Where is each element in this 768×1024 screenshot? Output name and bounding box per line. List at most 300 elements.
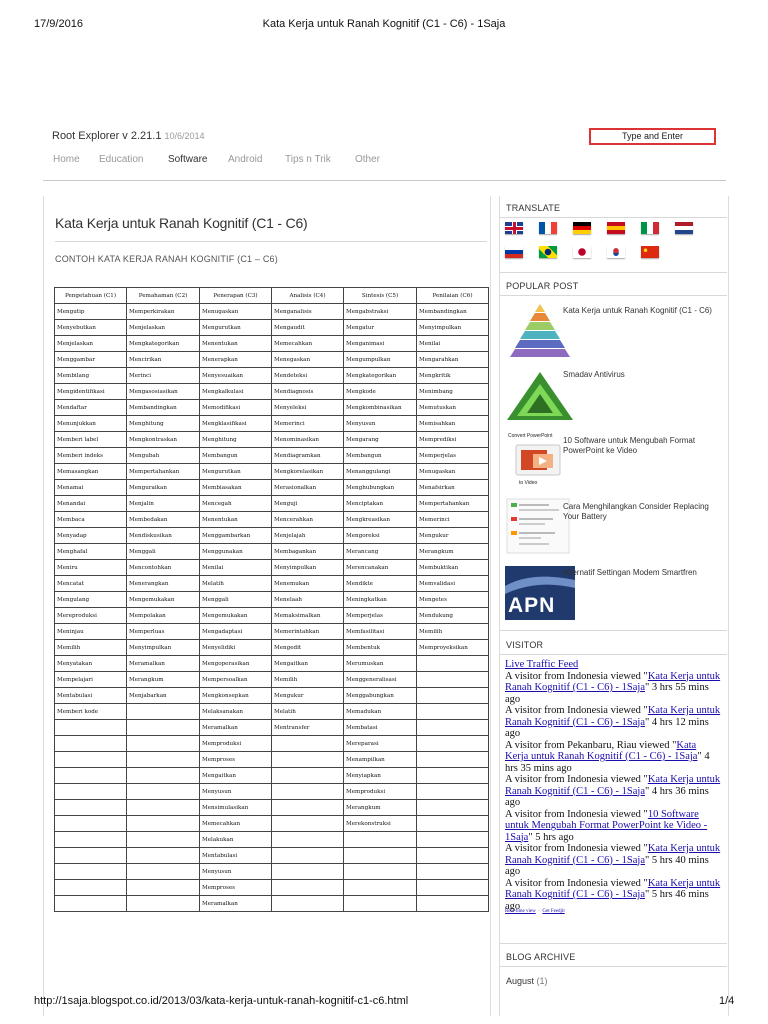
table-cell-c3: Mengkonsepkan: [200, 688, 272, 704]
table-row: [55, 432, 489, 448]
feed-separator: ·: [536, 909, 542, 914]
table-row: [55, 896, 489, 912]
france-flag[interactable]: [539, 222, 557, 234]
table-row: [55, 752, 489, 768]
table-cell-c3: Menentukan: [200, 512, 272, 528]
visitor-text: A visitor from Indonesia viewed ": [505, 670, 648, 682]
netherlands-flag[interactable]: [675, 222, 693, 234]
table-cell-c4: Menguji: [272, 496, 344, 512]
russia-flag[interactable]: [505, 246, 523, 258]
table-cell-c1: [55, 752, 127, 768]
table-cell-c3: Membangun: [200, 448, 272, 464]
table-cell-c3: Menilai: [200, 560, 272, 576]
table-cell-c1: [55, 816, 127, 832]
table-cell-c2: [127, 784, 200, 800]
visitor-entry: [505, 671, 721, 706]
visitor-time: " 4 hrs 12 mins ago: [505, 716, 709, 739]
print-page: 1/4: [719, 995, 735, 1007]
table-cell-c2: [127, 832, 200, 848]
table-cell-c3: Menggunakan: [200, 544, 272, 560]
table-row: [55, 576, 489, 592]
table-row: [55, 592, 489, 608]
archive-month[interactable]: August: [506, 976, 535, 986]
table-cell-c4: Memaksimalkan: [272, 608, 344, 624]
table-cell-c1: Menandai: [55, 496, 127, 512]
table-cell-c3: Meramalkan: [200, 720, 272, 736]
table-cell-c1: Menyebutkan: [55, 320, 127, 336]
table-cell-c1: Memilih: [55, 640, 127, 656]
table-cell-c1: Mereproduksi: [55, 608, 127, 624]
table-cell-c2: Mengkontraskan: [127, 432, 200, 448]
visitor-entry: [505, 843, 721, 878]
table-cell-c3: Mensimulasikan: [200, 800, 272, 816]
table-cell-c2: [127, 800, 200, 816]
table-cell-c5: Merekonstruksi: [344, 816, 417, 832]
table-cell-c6: [417, 688, 489, 704]
visitor-time: " 5 hrs ago: [528, 831, 574, 843]
table-cell-c2: Mendiskusikan: [127, 528, 200, 544]
visitor-text: A visitor from Indonesia viewed ": [505, 843, 648, 854]
table-row: [55, 688, 489, 704]
table-cell-c3: Memproses: [200, 752, 272, 768]
popular-heading: POPULAR POST: [506, 281, 579, 291]
china-flag[interactable]: [641, 246, 659, 258]
table-row: [55, 672, 489, 688]
brazil-flag[interactable]: [539, 246, 557, 258]
table-cell-c1: Menyadap: [55, 528, 127, 544]
table-cell-c2: Menjalin: [127, 496, 200, 512]
visitor-entry: [505, 878, 721, 913]
visitor-post-link[interactable]: Kata Kerja untuk Ranah Kognitif (C1 - C6) - 1Saja: [505, 739, 698, 762]
table-cell-c3: Melatih: [200, 576, 272, 592]
table-row: [55, 608, 489, 624]
table-cell-c6: Memutuskan: [417, 400, 489, 416]
table-cell-c2: Memperluas: [127, 624, 200, 640]
blog-title-text[interactable]: Root Explorer v 2.21.1: [52, 130, 162, 142]
table-row: [55, 416, 489, 432]
table-cell-c6: [417, 704, 489, 720]
col-header-c6: Penilaian (C6): [417, 288, 489, 304]
table-cell-c6: Memperjelas: [417, 448, 489, 464]
visitor-heading: VISITOR: [506, 640, 544, 650]
table-cell-c1: [55, 880, 127, 896]
table-row: [55, 704, 489, 720]
table-cell-c5: Mengkategorikan: [344, 368, 417, 384]
table-cell-c6: Menugaskan: [417, 464, 489, 480]
table-cell-c3: Mengurutkan: [200, 320, 272, 336]
table-cell-c3: Mengurutkan: [200, 464, 272, 480]
table-row: [55, 496, 489, 512]
table-cell-c5: Membangun: [344, 448, 417, 464]
blog-title-date: 10/6/2014: [164, 131, 205, 141]
table-cell-c5: Memproduksi: [344, 784, 417, 800]
ppt-sub: to Video: [519, 480, 538, 486]
archive-divider-top: [499, 943, 727, 944]
table-cell-c4: [272, 752, 344, 768]
table-cell-c6: [417, 720, 489, 736]
table-cell-c5: Menggabungkan: [344, 688, 417, 704]
table-cell-c5: Menyusun: [344, 416, 417, 432]
table-cell-c2: Menggali: [127, 544, 200, 560]
table-cell-c4: [272, 896, 344, 912]
table-cell-c4: Mendiagnosis: [272, 384, 344, 400]
table-cell-c1: Meniru: [55, 560, 127, 576]
table-cell-c1: Mentabulasi: [55, 688, 127, 704]
visitor-divider: [499, 654, 727, 655]
popular-divider-top: [499, 272, 727, 273]
table-cell-c2: [127, 816, 200, 832]
table-row: [55, 784, 489, 800]
table-cell-c3: Membiasakan: [200, 480, 272, 496]
japan-flag[interactable]: [573, 246, 591, 258]
table-cell-c5: Merencanakan: [344, 560, 417, 576]
visitor-post-link[interactable]: Kata Kerja untuk Ranah Kognitif (C1 - C6) - 1Saja: [505, 774, 721, 797]
table-cell-c3: Mengklasifikasi: [200, 416, 272, 432]
table-cell-c3: Menyesuaikan: [200, 368, 272, 384]
table-cell-c2: Menerangkan: [127, 576, 200, 592]
table-cell-c3: Menerapkan: [200, 352, 272, 368]
table-cell-c6: [417, 848, 489, 864]
table-cell-c3: Mengaitkan: [200, 768, 272, 784]
table-cell-c2: Mencontohkan: [127, 560, 200, 576]
visitor-entry: [505, 809, 721, 844]
table-cell-c1: Menunjukkan: [55, 416, 127, 432]
table-row: [55, 832, 489, 848]
table-cell-c2: Menguraikan: [127, 480, 200, 496]
table-cell-c6: [417, 672, 489, 688]
table-cell-c5: Merangkum: [344, 800, 417, 816]
visitor-post-link[interactable]: Kata Kerja untuk Ranah Kognitif (C1 - C6) - 1Saja: [505, 705, 721, 728]
table-cell-c3: Memodifikasi: [200, 400, 272, 416]
table-cell-c6: [417, 784, 489, 800]
table-cell-c4: [272, 832, 344, 848]
table-cell-c5: Menganimasi: [344, 336, 417, 352]
apn-text: APN: [508, 594, 556, 617]
table-cell-c1: [55, 864, 127, 880]
table-cell-c6: Mempertahankan: [417, 496, 489, 512]
table-cell-c1: [55, 800, 127, 816]
visitor-time: " 5 hrs 46 mins ago: [505, 889, 709, 912]
table-cell-c6: [417, 752, 489, 768]
visitor-time: " 5 hrs 40 mins ago: [505, 854, 709, 877]
archive-item[interactable]: [506, 976, 548, 986]
table-cell-c2: [127, 880, 200, 896]
table-cell-c3: Mempersoalkan: [200, 672, 272, 688]
table-cell-c5: [344, 880, 417, 896]
blog-title[interactable]: [52, 130, 205, 142]
table-cell-c3: Mentabulasi: [200, 848, 272, 864]
table-cell-c1: Menamai: [55, 480, 127, 496]
uk-flag[interactable]: [505, 222, 523, 234]
table-cell-c2: Menyimpulkan: [127, 640, 200, 656]
table-cell-c3: Melaksanakan: [200, 704, 272, 720]
archive-divider: [499, 966, 727, 967]
table-cell-c6: Mengetes: [417, 592, 489, 608]
archive-heading: BLOG ARCHIVE: [506, 952, 576, 962]
table-cell-c5: Menghubungkan: [344, 480, 417, 496]
table-cell-c2: Mencirikan: [127, 352, 200, 368]
table-row: [55, 336, 489, 352]
get-feedjit-link[interactable]: Get Feedjit: [542, 909, 565, 914]
table-cell-c1: Menghafal: [55, 544, 127, 560]
header-divider: [43, 180, 726, 181]
table-cell-c4: Mengaitkan: [272, 656, 344, 672]
table-row: [55, 800, 489, 816]
nav-other[interactable]: Other: [355, 154, 381, 165]
table-cell-c6: [417, 656, 489, 672]
visitor-time: " 4 hrs 35 mins ago: [505, 751, 710, 774]
table-row: [55, 352, 489, 368]
feed-footer: [505, 909, 565, 914]
table-cell-c1: [55, 896, 127, 912]
table-cell-c2: Memperkirakan: [127, 304, 200, 320]
table-cell-c4: Mengedit: [272, 640, 344, 656]
table-row: [55, 304, 489, 320]
table-cell-c4: Menelaah: [272, 592, 344, 608]
visitor-entry: [505, 705, 721, 740]
table-cell-c1: [55, 768, 127, 784]
table-cell-c5: Meningkatkan: [344, 592, 417, 608]
ppt-caption: Convert PowerPoint: [508, 433, 553, 439]
table-cell-c4: Mengukur: [272, 688, 344, 704]
table-row: [55, 480, 489, 496]
popular-divider: [499, 295, 727, 296]
table-cell-c5: Merumuskan: [344, 656, 417, 672]
table-cell-c1: Mencatat: [55, 576, 127, 592]
table-cell-c6: [417, 816, 489, 832]
table-row: [55, 448, 489, 464]
table-cell-c1: Mendaftar: [55, 400, 127, 416]
table-cell-c1: Menggambar: [55, 352, 127, 368]
table-cell-c2: Merinci: [127, 368, 200, 384]
table-cell-c5: Mengabstraksi: [344, 304, 417, 320]
visitor-text: A visitor from Pekanbaru, Riau viewed ": [505, 739, 677, 751]
visitor-post-link[interactable]: Kata Kerja untuk Ranah Kognitif (C1 - C6) - 1Saja: [505, 670, 721, 693]
table-cell-c3: Mencegah: [200, 496, 272, 512]
nav-tips[interactable]: Tips n Trik: [285, 154, 331, 165]
table-cell-c2: [127, 720, 200, 736]
visitor-post-link[interactable]: 10 Software untuk Mengubah Format PowerPoint ke Video - 1Saja: [505, 808, 708, 843]
visitor-post-link[interactable]: Kata Kerja untuk Ranah Kognitif (C1 - C6) - 1Saja: [505, 877, 721, 900]
popular-post-3[interactable]: 10 Software untuk Mengubah Format PowerPoint ke Video: [563, 436, 696, 455]
col-header-c5: Sintesis (C5): [344, 288, 417, 304]
table-cell-c1: Memberi indeks: [55, 448, 127, 464]
table-cell-c1: Membilang: [55, 368, 127, 384]
archive-count: (1): [536, 976, 548, 986]
table-cell-c1: [55, 736, 127, 752]
table-row: [55, 464, 489, 480]
table-cell-c5: [344, 832, 417, 848]
table-header-row: [55, 288, 489, 304]
table-cell-c1: Membaca: [55, 512, 127, 528]
table-cell-c5: Memperjelas: [344, 608, 417, 624]
table-cell-c4: Mencerahkan: [272, 512, 344, 528]
table-cell-c5: Menampilkan: [344, 752, 417, 768]
table-cell-c1: Memasangkan: [55, 464, 127, 480]
table-row: [55, 640, 489, 656]
popular-post-2[interactable]: Smadav Antivirus: [563, 370, 625, 379]
table-cell-c4: Memecahkan: [272, 336, 344, 352]
table-cell-c4: Mengaudit: [272, 320, 344, 336]
table-row: [55, 768, 489, 784]
visitor-post-link[interactable]: Kata Kerja untuk Ranah Kognitif (C1 - C6) - 1Saja: [505, 843, 721, 866]
table-cell-c3: Memproses: [200, 880, 272, 896]
table-cell-c6: Mengukur: [417, 528, 489, 544]
table-cell-c4: Mendeteksi: [272, 368, 344, 384]
visitor-feed: [505, 659, 721, 912]
table-cell-c4: [272, 784, 344, 800]
table-cell-c5: Mengoreksi: [344, 528, 417, 544]
table-cell-c5: Mendikte: [344, 576, 417, 592]
table-cell-c2: [127, 736, 200, 752]
table-cell-c1: Menjelaskan: [55, 336, 127, 352]
visitor-text: A visitor from Indonesia viewed ": [505, 774, 648, 785]
popular-post-5[interactable]: Alternatif Settingan Modem Smartfren: [563, 568, 697, 577]
print-title: Kata Kerja untuk Ranah Kognitif (C1 - C6) - 1Saja: [262, 18, 506, 30]
table-cell-c2: Mengkategorikan: [127, 336, 200, 352]
table-cell-c4: Menominasikan: [272, 432, 344, 448]
table-row: [55, 656, 489, 672]
table-cell-c2: Membedakan: [127, 512, 200, 528]
live-traffic-feed-link[interactable]: Live Traffic Feed: [505, 659, 579, 670]
germany-flag[interactable]: [573, 222, 591, 234]
table-cell-c3: Mengadaptasi: [200, 624, 272, 640]
table-cell-c3: Memproduksi: [200, 736, 272, 752]
table-cell-c3: Menggali: [200, 592, 272, 608]
table-cell-c4: Mengkorelasikan: [272, 464, 344, 480]
col-header-c2: Pemahaman (C2): [127, 288, 200, 304]
table-cell-c3: Mengoperasikan: [200, 656, 272, 672]
table-cell-c5: Memfasilitasi: [344, 624, 417, 640]
col-header-c3: Penerapan (C3): [200, 288, 272, 304]
table-cell-c2: Menjelaskan: [127, 320, 200, 336]
nav-education[interactable]: Education: [99, 154, 144, 165]
popular-post-4[interactable]: Cara Menghilangkan Consider Replacing Your Battery: [563, 502, 709, 521]
table-cell-c2: Mengasosiasikan: [127, 384, 200, 400]
table-cell-c6: Memisahkan: [417, 416, 489, 432]
table-cell-c2: Mempolakan: [127, 608, 200, 624]
table-cell-c6: Merangkum: [417, 544, 489, 560]
table-cell-c6: Memproyeksikan: [417, 640, 489, 656]
col-header-c1: Pengetahuan (C1): [55, 288, 127, 304]
table-cell-c4: Melatih: [272, 704, 344, 720]
table-cell-c2: [127, 896, 200, 912]
table-cell-c4: Menemukan: [272, 576, 344, 592]
post-title: Kata Kerja untuk Ranah Kognitif (C1 - C6): [55, 215, 308, 231]
table-cell-c1: [55, 784, 127, 800]
table-cell-c6: [417, 896, 489, 912]
table-cell-c3: Memecahkan: [200, 816, 272, 832]
table-row: [55, 848, 489, 864]
table-cell-c3: Menghitung: [200, 432, 272, 448]
table-cell-c6: Menilai: [417, 336, 489, 352]
table-cell-c3: Menyelidiki: [200, 640, 272, 656]
table-cell-c6: [417, 800, 489, 816]
table-cell-c2: [127, 848, 200, 864]
table-cell-c2: Membandingkan: [127, 400, 200, 416]
table-cell-c5: Menggeneralisasi: [344, 672, 417, 688]
table-row: [55, 400, 489, 416]
table-cell-c2: Menghitung: [127, 416, 200, 432]
table-cell-c5: Membatasi: [344, 720, 417, 736]
table-cell-c6: Memvalidasi: [417, 576, 489, 592]
realtime-view-link[interactable]: Real-time view: [505, 909, 536, 914]
table-cell-c4: Merasionalkan: [272, 480, 344, 496]
visitor-time: " 4 hrs 36 mins ago: [505, 785, 709, 808]
print-date: 17/9/2016: [34, 18, 83, 30]
table-cell-c1: Mengutip: [55, 304, 127, 320]
table-cell-c1: Meninjau: [55, 624, 127, 640]
table-row: [55, 720, 489, 736]
table-cell-c1: Memberi kode: [55, 704, 127, 720]
table-cell-c4: Menyimpulkan: [272, 560, 344, 576]
spain-flag[interactable]: [607, 222, 625, 234]
visitor-entry: [505, 740, 721, 775]
table-row: [55, 512, 489, 528]
visitor-divider-top: [499, 630, 727, 631]
visitor-text: A visitor from Indonesia viewed ": [505, 705, 648, 716]
korea-flag[interactable]: [607, 246, 625, 258]
visitor-entry: [505, 774, 721, 809]
table-cell-c4: [272, 800, 344, 816]
table-cell-c5: [344, 848, 417, 864]
table-row: [55, 320, 489, 336]
table-row: [55, 528, 489, 544]
table-row: [55, 368, 489, 384]
table-cell-c5: Menanggulangi: [344, 464, 417, 480]
table-cell-c1: Mengulang: [55, 592, 127, 608]
table-cell-c1: Mempelajari: [55, 672, 127, 688]
table-cell-c6: [417, 832, 489, 848]
table-cell-c4: Menganalisis: [272, 304, 344, 320]
table-cell-c2: [127, 768, 200, 784]
table-cell-c5: Mereparasi: [344, 736, 417, 752]
table-cell-c6: Mengkritik: [417, 368, 489, 384]
table-cell-c4: Membagankan: [272, 544, 344, 560]
visitor-text: A visitor from Indonesia viewed ": [505, 808, 648, 820]
table-cell-c4: [272, 736, 344, 752]
nav-software[interactable]: Software: [168, 154, 208, 165]
powerpoint-icon: [513, 441, 563, 479]
table-cell-c4: [272, 816, 344, 832]
popular-post-1[interactable]: Kata Kerja untuk Ranah Kognitif (C1 - C6): [563, 306, 712, 315]
table-cell-c2: Mengubah: [127, 448, 200, 464]
table-cell-c4: Mendiagramkan: [272, 448, 344, 464]
table-cell-c6: [417, 880, 489, 896]
search-input[interactable]: Type and Enter: [589, 128, 716, 145]
nav-android[interactable]: Android: [228, 154, 263, 165]
table-cell-c5: Menciptakan: [344, 496, 417, 512]
table-cell-c6: Mendukung: [417, 608, 489, 624]
table-row: [55, 880, 489, 896]
table-cell-c5: [344, 864, 417, 880]
table-cell-c4: Memilih: [272, 672, 344, 688]
nav-home[interactable]: Home: [53, 154, 80, 165]
main-nav: [0, 154, 768, 168]
table-cell-c2: Meramalkan: [127, 656, 200, 672]
table-cell-c4: [272, 864, 344, 880]
table-cell-c5: Mengkode: [344, 384, 417, 400]
table-cell-c4: Menyeleksi: [272, 400, 344, 416]
table-cell-c1: [55, 848, 127, 864]
table-cell-c5: Merancang: [344, 544, 417, 560]
table-cell-c2: Menjabarkan: [127, 688, 200, 704]
italy-flag[interactable]: [641, 222, 659, 234]
table-cell-c5: [344, 896, 417, 912]
visitor-text: A visitor from Indonesia viewed ": [505, 877, 648, 889]
table-cell-c4: [272, 768, 344, 784]
table-row: [55, 736, 489, 752]
